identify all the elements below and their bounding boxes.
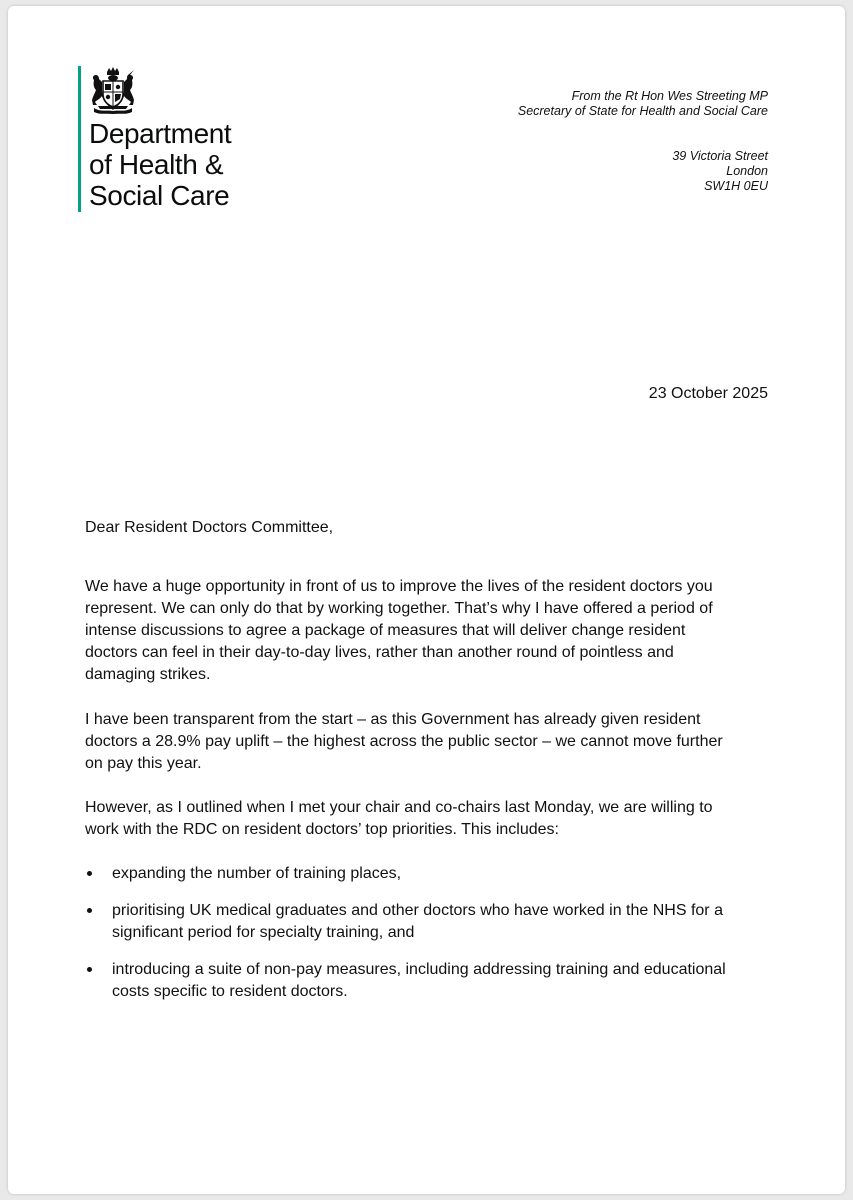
sender-address — [672, 149, 768, 194]
address-street: 39 Victoria Street — [672, 149, 768, 163]
list-item-line: introducing a suite of non-pay measures, including addressing training and educational — [112, 961, 726, 978]
paragraph-line: However, as I outlined when I met your chair and co-chairs last Monday, we are willing to — [85, 799, 713, 816]
sender-from: From the Rt Hon Wes Streeting MP — [571, 89, 768, 103]
royal-coat-of-arms-icon — [88, 66, 138, 116]
body-paragraph — [85, 576, 775, 686]
bullet-icon — [87, 908, 92, 913]
list-item-line: costs specific to resident doctors. — [112, 983, 348, 1000]
list-item — [85, 900, 785, 944]
list-item-line: expanding the number of training places, — [112, 865, 402, 882]
body-paragraph — [85, 797, 775, 841]
priorities-list — [85, 863, 785, 1018]
department-name-line: of Health & — [89, 149, 224, 180]
body-paragraph — [85, 709, 775, 775]
salutation: Dear Resident Doctors Committee, — [85, 519, 334, 536]
paragraph-line: doctors can feel in their day-to-day lives, rather than another round of pointless and — [85, 644, 674, 661]
paragraph-line: on pay this year. — [85, 755, 202, 772]
brand-accent-rule — [78, 66, 81, 212]
address-city: London — [726, 164, 768, 178]
bullet-icon — [87, 967, 92, 972]
paragraph-line: intense discussions to agree a package of measures that will deliver change resident — [85, 622, 686, 639]
sender-block — [518, 89, 768, 119]
paragraph-line: We have a huge opportunity in front of us to improve the lives of the resident doctors you — [85, 578, 713, 595]
address-postcode: SW1H 0EU — [704, 179, 768, 193]
list-item — [85, 959, 785, 1003]
letter-date: 23 October 2025 — [648, 385, 768, 402]
bullet-icon — [87, 871, 92, 876]
paragraph-line: damaging strikes. — [85, 666, 211, 683]
list-item-line: prioritising UK medical graduates and other doctors who have worked in the NHS for a — [112, 902, 723, 919]
paragraph-line: represent. We can only do that by working together. That’s why I have offered a period of — [85, 600, 713, 617]
department-name-line: Department — [89, 118, 232, 149]
list-item — [85, 863, 785, 885]
paragraph-line: doctors a 28.9% pay uplift – the highest across the public sector – we cannot move further — [85, 733, 723, 750]
list-item-line: significant period for specialty training, and — [112, 924, 415, 941]
paragraph-line: I have been transparent from the start – as this Government has already given resident — [85, 711, 701, 728]
paragraph-line: work with the RDC on resident doctors’ top priorities. This includes: — [85, 821, 559, 838]
letter-page — [8, 6, 845, 1194]
department-name — [89, 118, 231, 211]
sender-title: Secretary of State for Health and Social Care — [517, 104, 768, 118]
department-name-line: Social Care — [89, 180, 230, 211]
